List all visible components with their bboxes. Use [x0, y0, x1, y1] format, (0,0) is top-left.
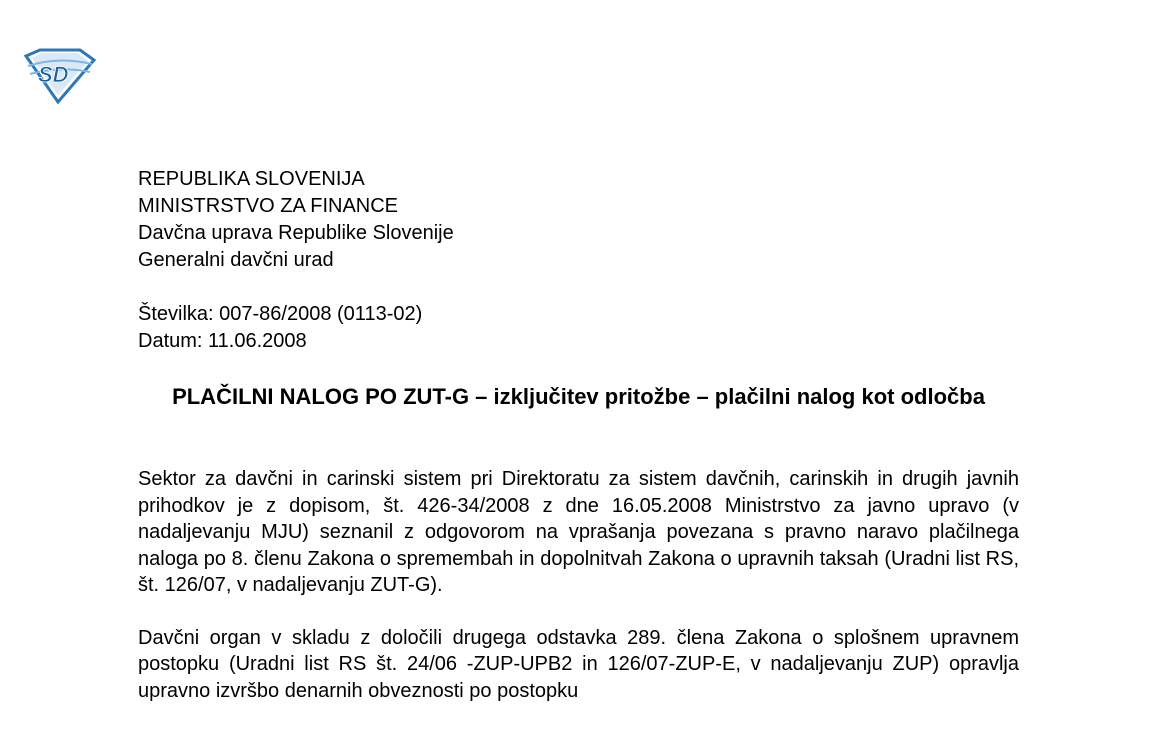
- tax-administration-logo: [22, 48, 96, 104]
- logo-lettering: SD: [38, 62, 69, 87]
- header-line-general-office: Generalni davčni urad: [138, 249, 334, 271]
- header-line-tax-administration: Davčna uprava Republike Slovenije: [138, 222, 454, 244]
- document-meta: [138, 301, 1019, 355]
- document-number: Številka: 007-86/2008 (0113-02): [138, 303, 423, 325]
- document-date: Datum: 11.06.2008: [138, 330, 307, 352]
- issuer-header: [138, 166, 1019, 274]
- header-line-ministry: MINISTRSTVO ZA FINANCE: [138, 195, 399, 217]
- body-paragraph: Davčni organ v skladu z določili drugega odstavka 289. člena Zakona o splošnem upravnem postopku (Uradni list RS št. 24/06 -ZUP-UPB2 in 126/07-ZUP-E, v nadaljevanju ZUP) opravlja upravno izvršbo denarnih obveznosti po postopku: [138, 626, 1019, 702]
- logo-emblem-icon: [22, 48, 96, 104]
- document-title: PLAČILNI NALOG PO ZUT-G – izključitev pritožbe – plačilni nalog kot odločba: [172, 384, 985, 409]
- header-line-republic: REPUBLIKA SLOVENIJA: [138, 168, 365, 190]
- document-page: [138, 166, 1019, 704]
- body-paragraph: Sektor za davčni in carinski sistem pri Direktoratu za sistem davčnih, carinskih in drugih javnih prihodkov je z dopisom, št. 426-34/2008 z dne 16.05.2008 Ministrstvo za javno upravo (v nadaljevanju MJU) seznanil z odgovorom na vprašanja povezana s pravno naravo plačilnega naloga po 8. členu Zakona o spremembah in dopolnitvah Zakona o upravnih taksah (Uradni list RS, št. 126/07, v nadaljevanju ZUT-G).: [138, 468, 1019, 596]
